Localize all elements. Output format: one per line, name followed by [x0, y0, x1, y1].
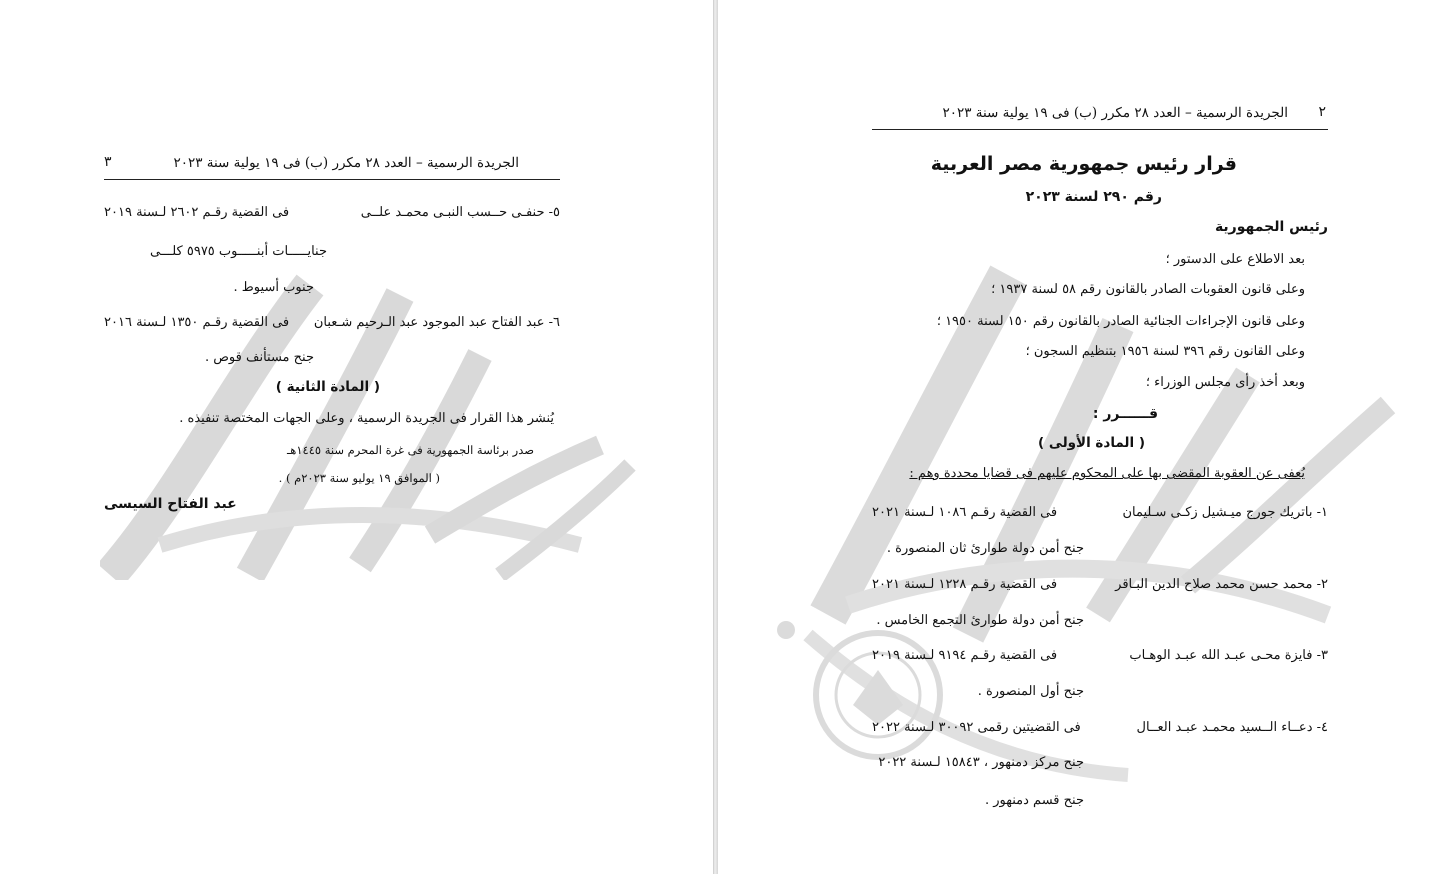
header-rule	[104, 179, 560, 180]
person-name: ٦- عبد الفتاح عبد الموجود عبد الـرحيم شـعبان	[313, 315, 560, 330]
watermark-dot	[777, 621, 795, 639]
list-item-continuation: جنايـــــات أبنـــــوب ٥٩٧٥ كلـــى	[149, 244, 327, 259]
person-name: ١- باتريك جورج ميـشيل زكـى سـليمان	[1122, 505, 1328, 520]
signature: عبد الفتاح السيسى	[104, 496, 237, 512]
decree-number: رقم ٢٩٠ لسنة ٢٠٢٣	[1025, 189, 1162, 205]
list-item-continuation: جنوب أسيوط .	[233, 280, 314, 295]
list-item	[872, 719, 1328, 737]
watermark-stroke	[160, 515, 580, 545]
person-name: ٣- فايزة محـى عبـد الله عبـد الوهـاب	[1129, 648, 1328, 663]
page-number: ٣	[104, 154, 112, 170]
list-item-continuation: جنح قسم دمنهور .	[984, 793, 1084, 808]
article1-text: يُعفى عن العقوبة المقضى بها على المحكوم عليهم فى قضايا محددة وهم :	[909, 466, 1305, 481]
president-heading: رئيس الجمهورية	[1214, 219, 1328, 235]
list-item	[872, 576, 1328, 594]
date-line: ( الموافق ١٩ يوليو سنة ٢٠٢٣م ) .	[278, 471, 440, 485]
list-item	[104, 204, 560, 222]
list-item-continuation: جنح أمن دولة طوارئ ثان المنصورة .	[886, 541, 1084, 556]
page-header-title: الجريدة الرسمية – العدد ٢٨ مكرر (ب) فى ١٩ يولية سنة ٢٠٢٣	[173, 155, 519, 171]
preamble-line: وعلى قانون الإجراءات الجنائية الصادر بالقانون رقم ١٥٠ لسنة ١٩٥٠ ؛	[936, 314, 1305, 329]
article-heading: ( المادة الأولى )	[1038, 435, 1145, 451]
case-reference: فى القضية رقـم ٩١٩٤ لـسنة ٢٠١٩	[872, 648, 1058, 663]
person-name: ٤- دعــاء الــسيد محمـد عبـد العــال	[1136, 720, 1328, 735]
list-item-continuation: جنح أول المنصورة .	[977, 684, 1084, 699]
list-item	[104, 314, 560, 332]
page-header-title: الجريدة الرسمية – العدد ٢٨ مكرر (ب) فى ١٩ يولية سنة ٢٠٢٣	[942, 105, 1288, 121]
page-number: ٢	[1318, 104, 1326, 120]
list-item-continuation: جنح مستأنف قوص .	[204, 350, 314, 365]
list-item-continuation: جنح مركز دمنهور ، ١٥٨٤٣ لـسنة ٢٠٢٢	[878, 755, 1084, 770]
list-item-continuation: جنح أمن دولة طوارئ التجمع الخامس .	[876, 613, 1084, 628]
case-reference: فى القضية رقـم ١٠٨٦ لـسنة ٢٠٢١	[872, 505, 1058, 520]
left-page	[0, 0, 714, 874]
preamble-line: وبعد أخذ رأى مجلس الوزراء ؛	[1145, 375, 1305, 390]
issued-line: صدر برئاسة الجمهورية فى غرة المحرم سنة ١٤٤٥هـ	[286, 443, 534, 457]
preamble-line: وعلى قانون العقوبات الصادر بالقانون رقم ٥٨ لسنة ١٩٣٧ ؛	[991, 282, 1305, 297]
case-reference: فى القضية رقـم ١٣٥٠ لـسنة ٢٠١٦	[104, 315, 290, 330]
case-reference: فى القضية رقـم ٢٦٠٢ لـسنة ٢٠١٩	[104, 205, 290, 220]
watermark-stroke	[250, 295, 400, 575]
person-name: ٥- حنفـى حــسب النبـى محمـد علــى	[360, 205, 560, 220]
header-rule	[872, 129, 1328, 130]
list-item	[872, 647, 1328, 665]
publication-clause: يُنشر هذا القرار فى الجريدة الرسمية ، وعلى الجهات المختصة تنفيذه .	[179, 411, 554, 426]
watermark-stroke	[500, 465, 630, 575]
person-name: ٢- محمد حسن محمد صلاح الدين البـاقر	[1115, 577, 1328, 592]
right-page	[718, 0, 1450, 874]
case-reference: فى القضيتين رقمى ٣٠٠٩٢ لـسنة ٢٠٢٢	[872, 720, 1081, 735]
preamble-line: وعلى القانون رقم ٣٩٦ لسنة ١٩٥٦ بتنظيم السجون ؛	[1025, 344, 1305, 359]
preamble-line: بعد الاطلاع على الدستور ؛	[1165, 252, 1305, 267]
list-item	[872, 504, 1328, 522]
case-reference: فى القضية رقـم ١٢٢٨ لـسنة ٢٠٢١	[872, 577, 1058, 592]
watermark-stroke	[1188, 405, 1388, 585]
decree-title: قرار رئيس جمهورية مصر العربية	[930, 153, 1237, 175]
decided-heading: قــــــرر :	[1092, 406, 1158, 422]
emblem-eagle-shape	[853, 670, 903, 725]
article-heading: ( المادة الثانية )	[275, 379, 380, 395]
